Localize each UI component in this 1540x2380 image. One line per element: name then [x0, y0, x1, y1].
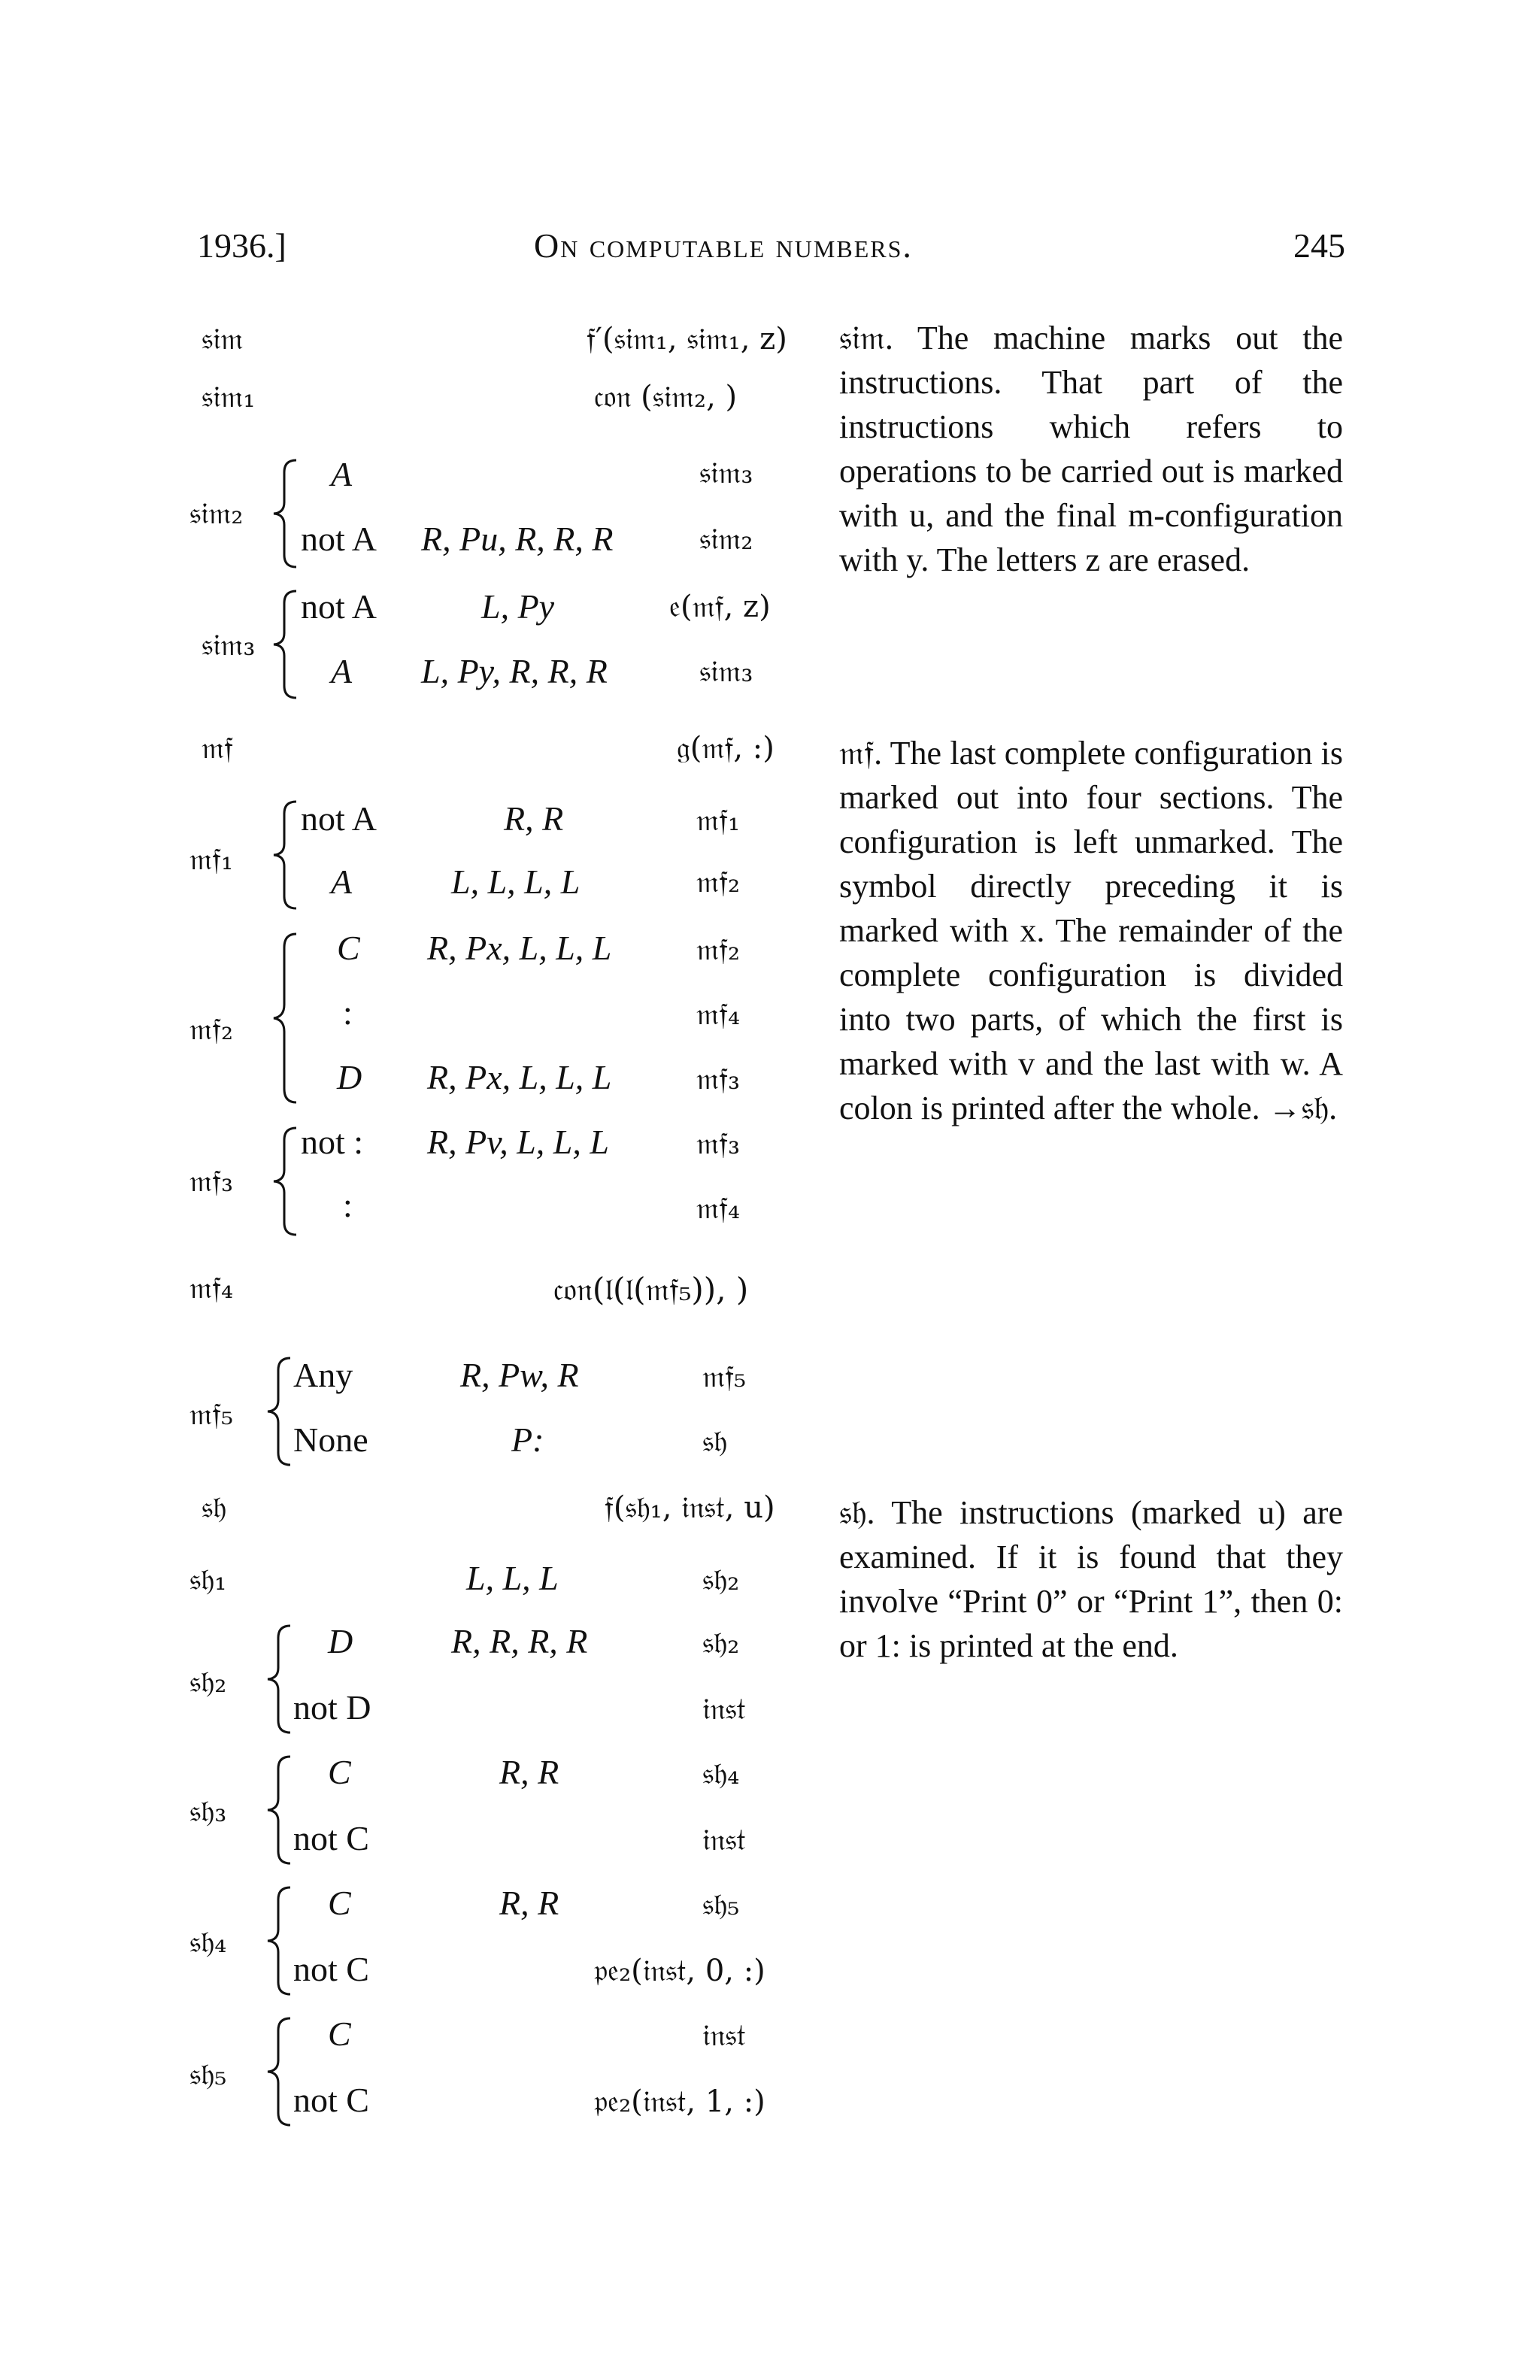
mf2-final-1: 𝔪𝔣₂ — [696, 932, 740, 967]
mf2-symbol-1: C — [337, 929, 360, 967]
sh-final: 𝔣(𝔰𝔥₁, 𝔦𝔫𝔰𝔱, u) — [605, 1490, 775, 1525]
mf5-symbol-1: Any — [293, 1356, 353, 1394]
mf1-ops-1: R, R — [504, 799, 564, 838]
sh4-final-1: 𝔰𝔥₅ — [702, 1887, 740, 1922]
sh1-final: 𝔰𝔥₂ — [702, 1563, 740, 1597]
sh5-brace — [265, 2015, 295, 2128]
sim3-ops-1: L, Py — [481, 587, 555, 626]
sh4-symbol-1: C — [328, 1884, 351, 1922]
sim-final: 𝔣′(𝔰𝔦𝔪₁, 𝔰𝔦𝔪₁, z) — [587, 322, 787, 356]
sh3-name: 𝔰𝔥₃ — [189, 1794, 227, 1829]
mf1-final-2: 𝔪𝔣₂ — [696, 865, 740, 899]
sh3-final-1: 𝔰𝔥₄ — [702, 1757, 740, 1791]
sim-name: 𝔰𝔦𝔪 — [202, 322, 244, 356]
mf5-symbol-2: None — [293, 1420, 368, 1459]
mf1-ops-2: L, L, L, L — [451, 863, 581, 901]
sim1-final: 𝔠𝔬𝔫 (𝔰𝔦𝔪₂, ) — [594, 380, 738, 414]
sh2-symbol-2: not D — [293, 1688, 371, 1727]
mf2-symbol-2: : — [343, 993, 353, 1032]
mf4-final: 𝔠𝔬𝔫(𝔩(𝔩(𝔪𝔣₅)), ) — [553, 1271, 749, 1308]
sh5-symbol-1: C — [328, 2015, 351, 2053]
mf5-final-1: 𝔪𝔣₅ — [702, 1360, 746, 1394]
mf3-final-1: 𝔪𝔣₃ — [696, 1126, 740, 1161]
mf3-brace — [271, 1125, 301, 1238]
sh2-final-1: 𝔰𝔥₂ — [702, 1626, 740, 1660]
sim3-symbol-2: A — [331, 652, 353, 690]
sim3-ops-2: L, Py, R, R, R — [421, 652, 608, 690]
sh2-symbol-1: D — [328, 1622, 353, 1660]
sim2-final-1: 𝔰𝔦𝔪₃ — [699, 456, 753, 490]
sh2-ops-1: R, R, R, R — [451, 1622, 588, 1660]
sh4-brace — [265, 1884, 295, 1997]
mf-name: 𝔪𝔣 — [202, 731, 233, 766]
sh5-symbol-2: not C — [293, 2081, 369, 2119]
sh2-final-2: 𝔦𝔫𝔰𝔱 — [702, 1692, 746, 1727]
mf3-symbol-2: : — [343, 1186, 353, 1224]
mf5-ops-2: P: — [511, 1420, 544, 1459]
mf4-name: 𝔪𝔣₄ — [189, 1271, 233, 1305]
sh3-brace — [265, 1754, 295, 1866]
mf5-ops-1: R, Pw, R — [460, 1356, 579, 1394]
mf2-name: 𝔪𝔣₂ — [189, 1012, 233, 1047]
mf3-symbol-1: not : — [301, 1123, 364, 1161]
mf3-name: 𝔪𝔣₃ — [189, 1164, 233, 1199]
mf5-name: 𝔪𝔣₅ — [189, 1397, 233, 1432]
sh3-symbol-1: C — [328, 1753, 351, 1791]
mf-final: 𝔤(𝔪𝔣, :) — [677, 731, 775, 766]
sim2-brace — [271, 457, 301, 570]
sim2-ops-2: R, Pu, R, R, R — [421, 520, 614, 558]
sh2-brace — [265, 1623, 295, 1736]
mf5-final-2: 𝔰𝔥 — [702, 1424, 728, 1459]
mf2-symbol-3: D — [337, 1058, 362, 1096]
sim2-final-2: 𝔰𝔦𝔪₂ — [699, 522, 753, 556]
sh2-name: 𝔰𝔥₂ — [189, 1665, 227, 1699]
mf2-ops-1: R, Px, L, L, L — [427, 929, 612, 967]
mf3-final-2: 𝔪𝔣₄ — [696, 1191, 740, 1226]
mf1-name: 𝔪𝔣₁ — [189, 842, 233, 877]
sh-name: 𝔰𝔥 — [202, 1490, 227, 1525]
sh3-final-2: 𝔦𝔫𝔰𝔱 — [702, 1823, 746, 1857]
sh1-name: 𝔰𝔥₁ — [189, 1563, 227, 1597]
mf1-symbol-2: A — [331, 863, 353, 901]
sim3-final-1: 𝔢(𝔪𝔣, z) — [669, 590, 771, 624]
mf2-brace — [271, 931, 301, 1105]
sim2-name: 𝔰𝔦𝔪₂ — [189, 496, 244, 531]
sh3-symbol-2: not C — [293, 1819, 369, 1857]
mf5-brace — [265, 1355, 295, 1468]
sh4-name: 𝔰𝔥₄ — [189, 1925, 227, 1960]
sh3-ops-1: R, R — [499, 1753, 559, 1791]
sh4-symbol-2: not C — [293, 1950, 369, 1988]
sh-description: 𝔰𝔥. The instructions (marked u) are examined. If it is found that they involve “Print 0” or “Print 1”, then 0: or 1: is printed at the end. — [839, 1494, 1343, 1664]
sh1-ops: L, L, L — [466, 1559, 559, 1597]
header-title: On computable numbers. — [534, 226, 913, 265]
sim1-name: 𝔰𝔦𝔪₁ — [202, 380, 256, 414]
mf-description: 𝔪𝔣. The last complete configuration is marked out into four sections. The configuration is left unmarked. The symbol directly preceding it is marked with x. The remainder of the complete configuration is divided into two parts, of which the first is marked with v and the last with w. A colon is printed after the whole. →𝔰𝔥. — [839, 735, 1343, 1126]
sh5-name: 𝔰𝔥₅ — [189, 2057, 227, 2092]
mf1-symbol-1: not A — [301, 799, 377, 838]
sim3-final-2: 𝔰𝔦𝔪₃ — [699, 654, 753, 689]
mf1-brace — [271, 799, 301, 911]
header-year: 1936.] — [197, 226, 286, 265]
mf2-ops-3: R, Px, L, L, L — [427, 1058, 612, 1096]
mf2-final-2: 𝔪𝔣₄ — [696, 997, 740, 1032]
mf1-final-1: 𝔪𝔣₁ — [696, 803, 740, 838]
sh4-final-2: 𝔭𝔢₂(𝔦𝔫𝔰𝔱, 0, :) — [594, 1954, 765, 1988]
sim3-brace — [271, 588, 301, 701]
sim-description: 𝔰𝔦𝔪. The machine marks out the instructions. That part of the instructions which refers to operations to be carried out is marked with u, and the final m-configuration with y. The letters z are erased. — [839, 320, 1343, 578]
sh5-final-2: 𝔭𝔢₂(𝔦𝔫𝔰𝔱, 1, :) — [594, 2084, 765, 2119]
sim3-symbol-1: not A — [301, 587, 377, 626]
mf3-ops-1: R, Pv, L, L, L — [427, 1123, 609, 1161]
sh4-ops-1: R, R — [499, 1884, 559, 1922]
header-page-number: 245 — [1293, 226, 1345, 265]
sim2-symbol-1: A — [331, 455, 353, 493]
sim2-symbol-2: not A — [301, 520, 377, 558]
mf2-final-3: 𝔪𝔣₃ — [696, 1062, 740, 1096]
sim3-name: 𝔰𝔦𝔪₃ — [202, 628, 256, 662]
sh5-final-1: 𝔦𝔫𝔰𝔱 — [702, 2018, 746, 2053]
